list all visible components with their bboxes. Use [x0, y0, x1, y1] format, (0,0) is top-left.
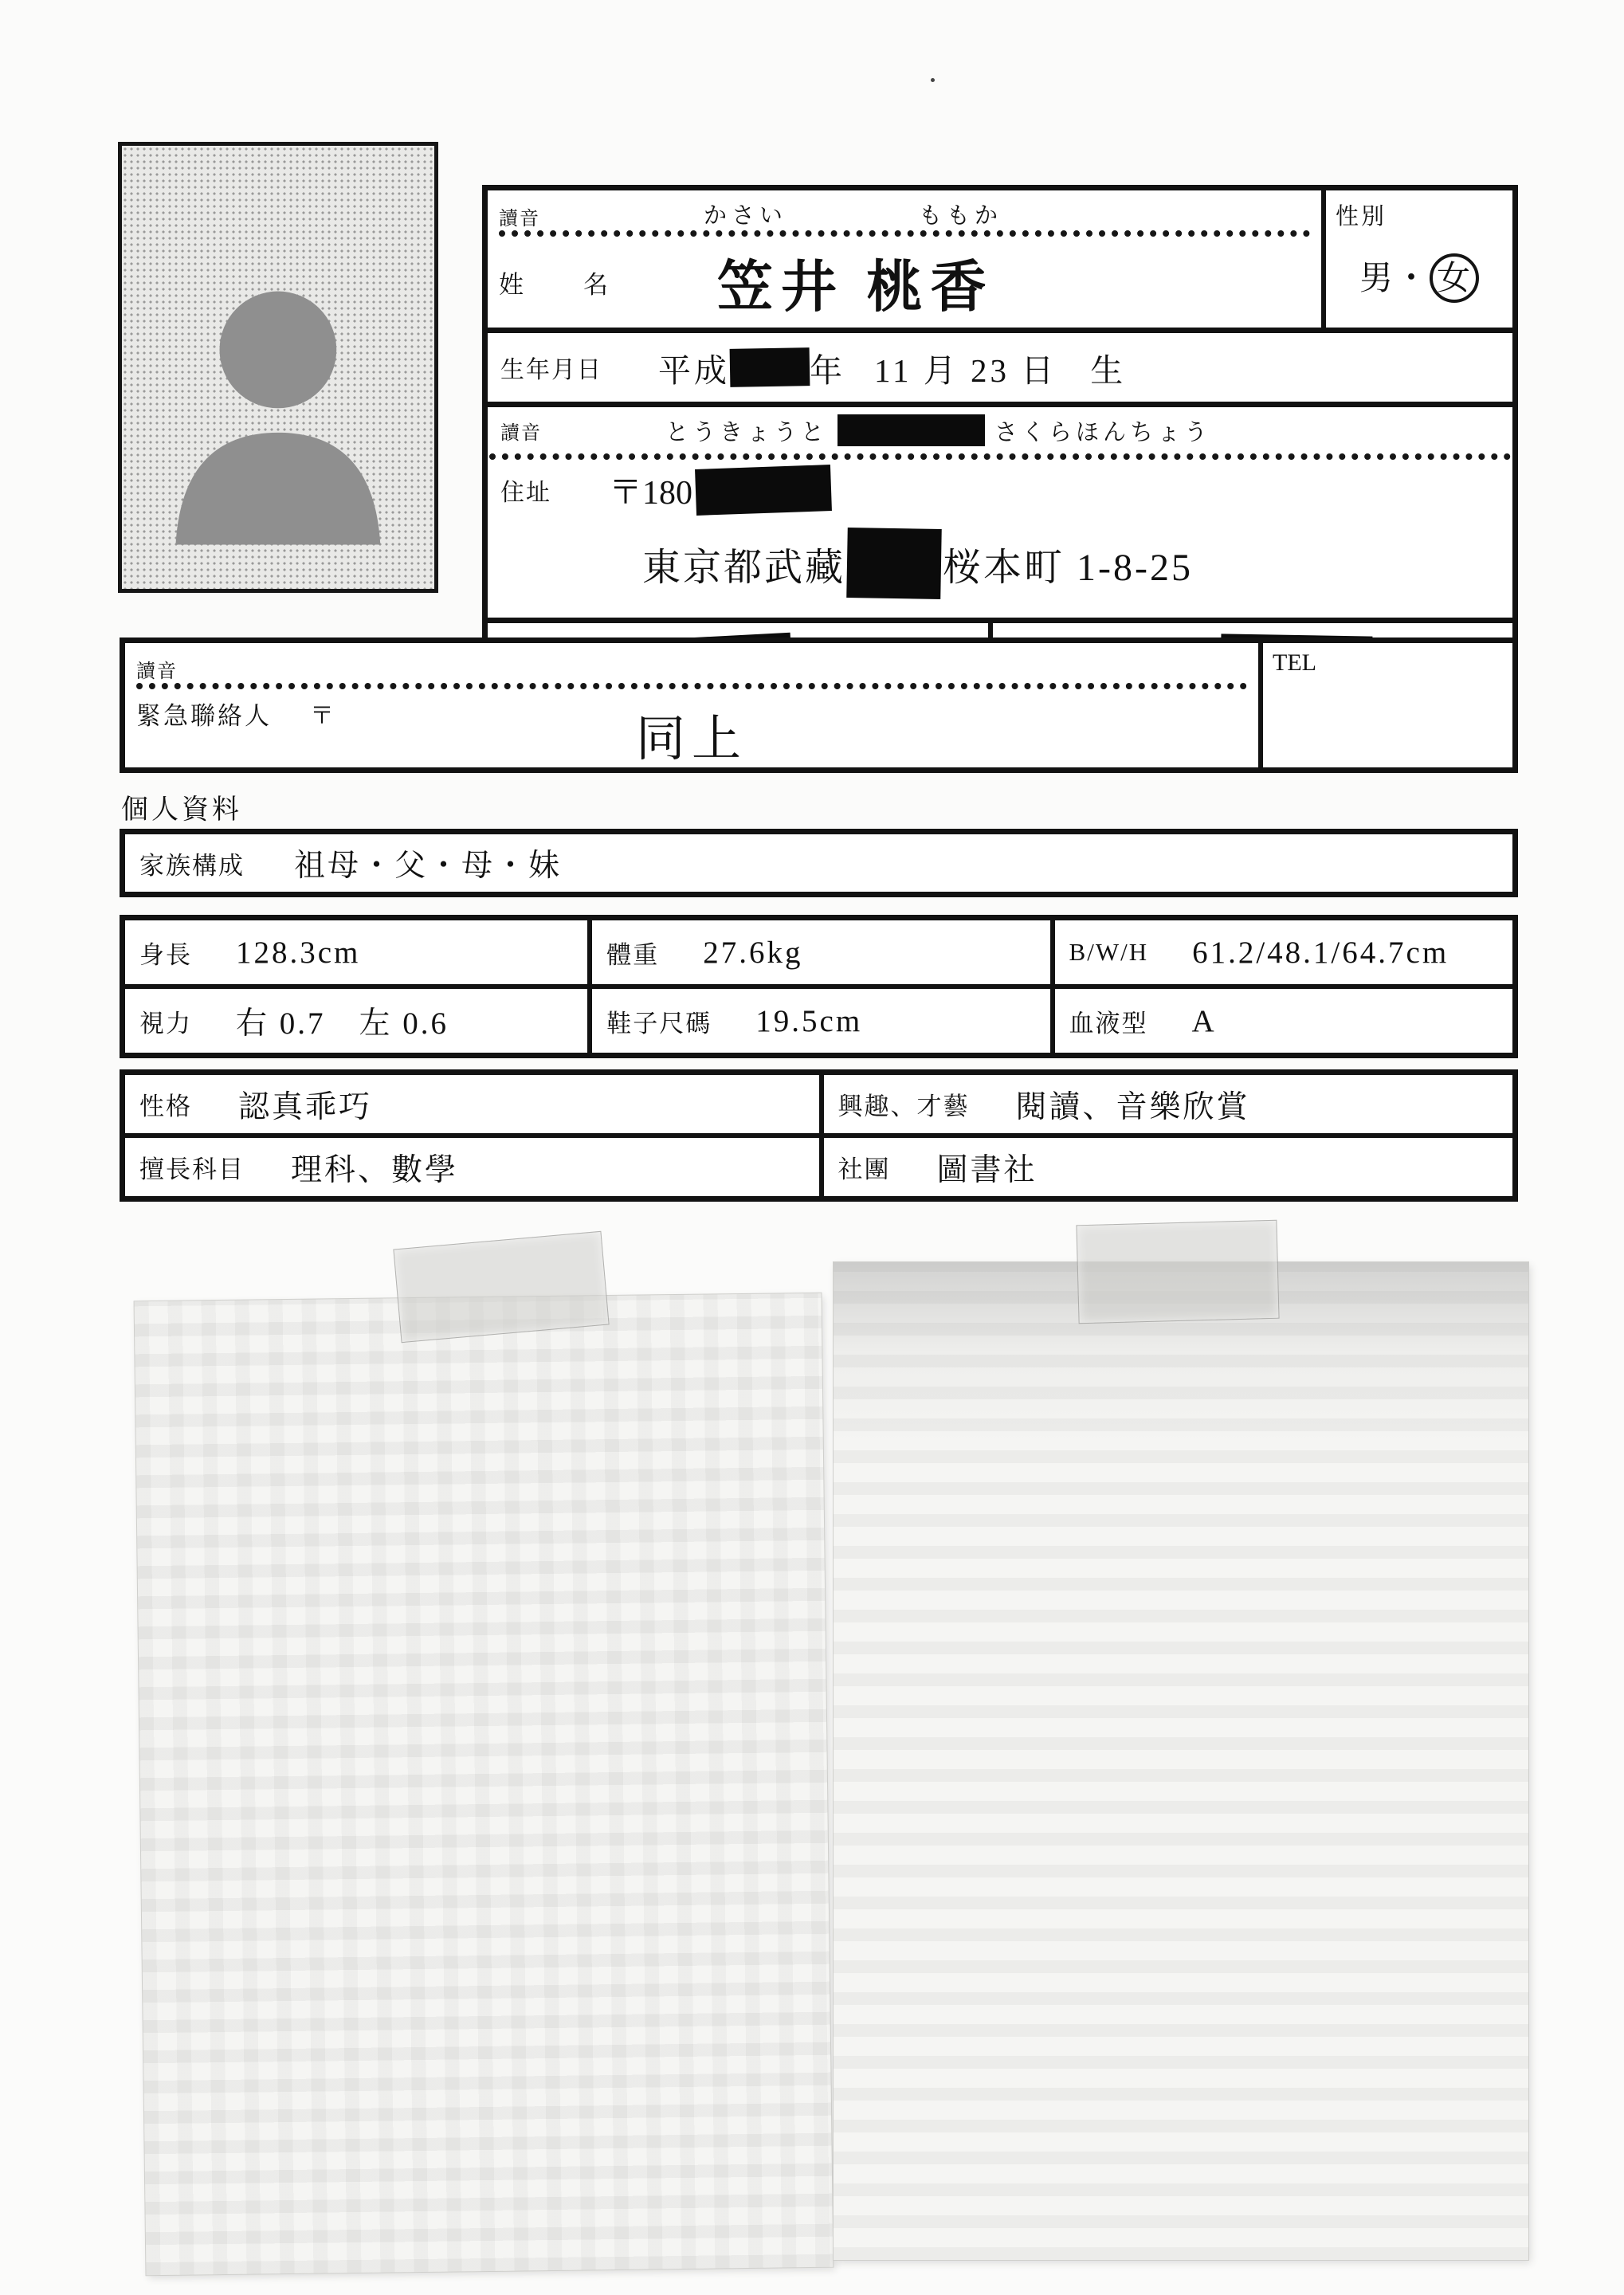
stats-row-1 — [125, 920, 1512, 984]
address-suffix: 桜本町 1-8-25 — [943, 546, 1193, 589]
gender-male: 男 — [1359, 261, 1395, 297]
emergency-label: 緊急聯絡人 — [136, 702, 272, 730]
address-row — [488, 460, 1512, 618]
emergency-tel-cell — [1263, 643, 1512, 767]
row-divider — [488, 618, 1512, 623]
shoe-size-cell — [587, 989, 1049, 1053]
furigana-family: かさい — [704, 203, 788, 229]
name-row — [488, 190, 1512, 328]
name-reading-line — [499, 195, 1310, 230]
shoe-size-label: 鞋子尺碼 — [606, 1009, 712, 1038]
address-prefix: 東京都武藏 — [642, 546, 846, 589]
weight-label: 體重 — [606, 940, 660, 969]
birthdate-row — [488, 333, 1512, 402]
redaction-bar — [846, 528, 942, 599]
address-postal — [609, 466, 831, 514]
personal-data-title: 個人資料 — [121, 795, 242, 825]
name-label: 姓 名 — [499, 270, 626, 299]
height-value: 128.3cm — [236, 935, 361, 970]
birth-year-suffix: 年 — [810, 351, 845, 389]
name-line — [499, 237, 1310, 328]
portrait-avatar-silhouette — [156, 208, 400, 589]
id-photo-frame — [118, 142, 438, 593]
name-cell — [488, 190, 1326, 328]
blood-type-label: 血液型 — [1069, 1009, 1148, 1038]
birth-date: 11 月 23 日 — [874, 351, 1057, 389]
emergency-main-cell — [125, 643, 1263, 767]
address-postal-line — [500, 466, 1500, 514]
gender-label: 性別 — [1336, 204, 1387, 230]
personality-cell — [125, 1075, 819, 1133]
dotted-divider — [499, 230, 1310, 237]
address-reading-row — [488, 407, 1512, 453]
tape-right — [1076, 1220, 1279, 1324]
blood-type-value: A — [1191, 1003, 1217, 1038]
subjects-cell — [125, 1138, 819, 1196]
gender-value — [1336, 252, 1503, 303]
gender-female-circled: 女 — [1430, 253, 1479, 303]
attached-photo-placeholder-left — [135, 1293, 834, 2275]
bwh-label: B/W/H — [1069, 938, 1149, 966]
subjects-label: 擅長科目 — [139, 1155, 245, 1183]
height-cell — [125, 920, 587, 984]
row-divider — [488, 402, 1512, 407]
shoe-size-value: 19.5cm — [755, 1003, 863, 1038]
address-furigana-after: さくらほんちょう — [994, 419, 1212, 445]
family-label: 家族構成 — [139, 851, 245, 880]
weight-value: 27.6kg — [703, 935, 803, 970]
birth-born-suffix: 生 — [1090, 351, 1127, 389]
family-row — [120, 829, 1518, 897]
scan-speck — [931, 78, 935, 82]
traits-row-2 — [125, 1133, 1512, 1196]
emergency-value: 同上 — [635, 712, 747, 767]
height-label: 身長 — [139, 940, 192, 969]
emergency-contact-box — [120, 638, 1518, 773]
main-form — [482, 185, 1518, 694]
emergency-tel-label: TEL — [1273, 649, 1316, 676]
bwh-value: 61.2/48.1/64.7cm — [1192, 935, 1449, 970]
address-furigana-before: とうきょうと — [665, 419, 829, 445]
gender-cell — [1326, 190, 1512, 328]
hobbies-cell — [819, 1075, 1513, 1133]
vision-cell — [125, 989, 587, 1053]
row-divider — [488, 328, 1512, 333]
blood-type-cell — [1050, 989, 1512, 1053]
club-value: 圖書社 — [936, 1152, 1038, 1187]
address-reading-label: 讀音 — [500, 422, 542, 444]
gender-dot: ・ — [1395, 261, 1430, 297]
tape-left — [393, 1231, 609, 1343]
birthdate-value — [658, 344, 1126, 391]
dotted-divider — [489, 453, 1511, 460]
stats-table — [120, 915, 1518, 1058]
birthdate-label: 生年月日 — [500, 357, 602, 383]
attached-photo-placeholder-right — [834, 1262, 1528, 2260]
bwh-cell — [1050, 920, 1512, 984]
traits-row-1 — [125, 1075, 1512, 1133]
redaction-bar — [730, 347, 810, 387]
vision-label: 視力 — [139, 1009, 192, 1038]
furigana-given: ももか — [919, 203, 1003, 229]
address-furigana — [665, 414, 1211, 447]
personality-label: 性格 — [139, 1093, 192, 1120]
redaction-bar — [695, 465, 832, 516]
redaction-bar — [837, 414, 985, 446]
name-value: 笠井 桃香 — [717, 257, 994, 319]
birth-era: 平成 — [658, 351, 730, 389]
address-label: 住址 — [500, 480, 551, 506]
emergency-postal-mark: 〒 — [310, 703, 334, 729]
subjects-value: 理科、數學 — [291, 1152, 459, 1187]
personality-value: 認真乖巧 — [238, 1089, 373, 1124]
address-street-line — [642, 528, 1500, 598]
club-cell — [819, 1138, 1513, 1196]
vision-value: 右 0.7 左 0.6 — [236, 1006, 449, 1041]
club-label: 社團 — [837, 1155, 891, 1183]
stats-row-2 — [125, 984, 1512, 1053]
weight-cell — [587, 920, 1049, 984]
name-reading-label: 讀音 — [499, 209, 540, 230]
emergency-reading-line — [136, 646, 1247, 683]
traits-table — [120, 1069, 1518, 1202]
family-value: 祖母・父・母・妹 — [294, 849, 563, 883]
hobbies-label: 興趣、才藝 — [837, 1093, 970, 1120]
hobbies-value: 閱讀、音樂欣賞 — [1015, 1089, 1250, 1124]
address-postal-visible: 〒180 — [609, 475, 693, 512]
dotted-divider — [136, 683, 1247, 689]
emergency-reading-label: 讀音 — [136, 661, 178, 682]
